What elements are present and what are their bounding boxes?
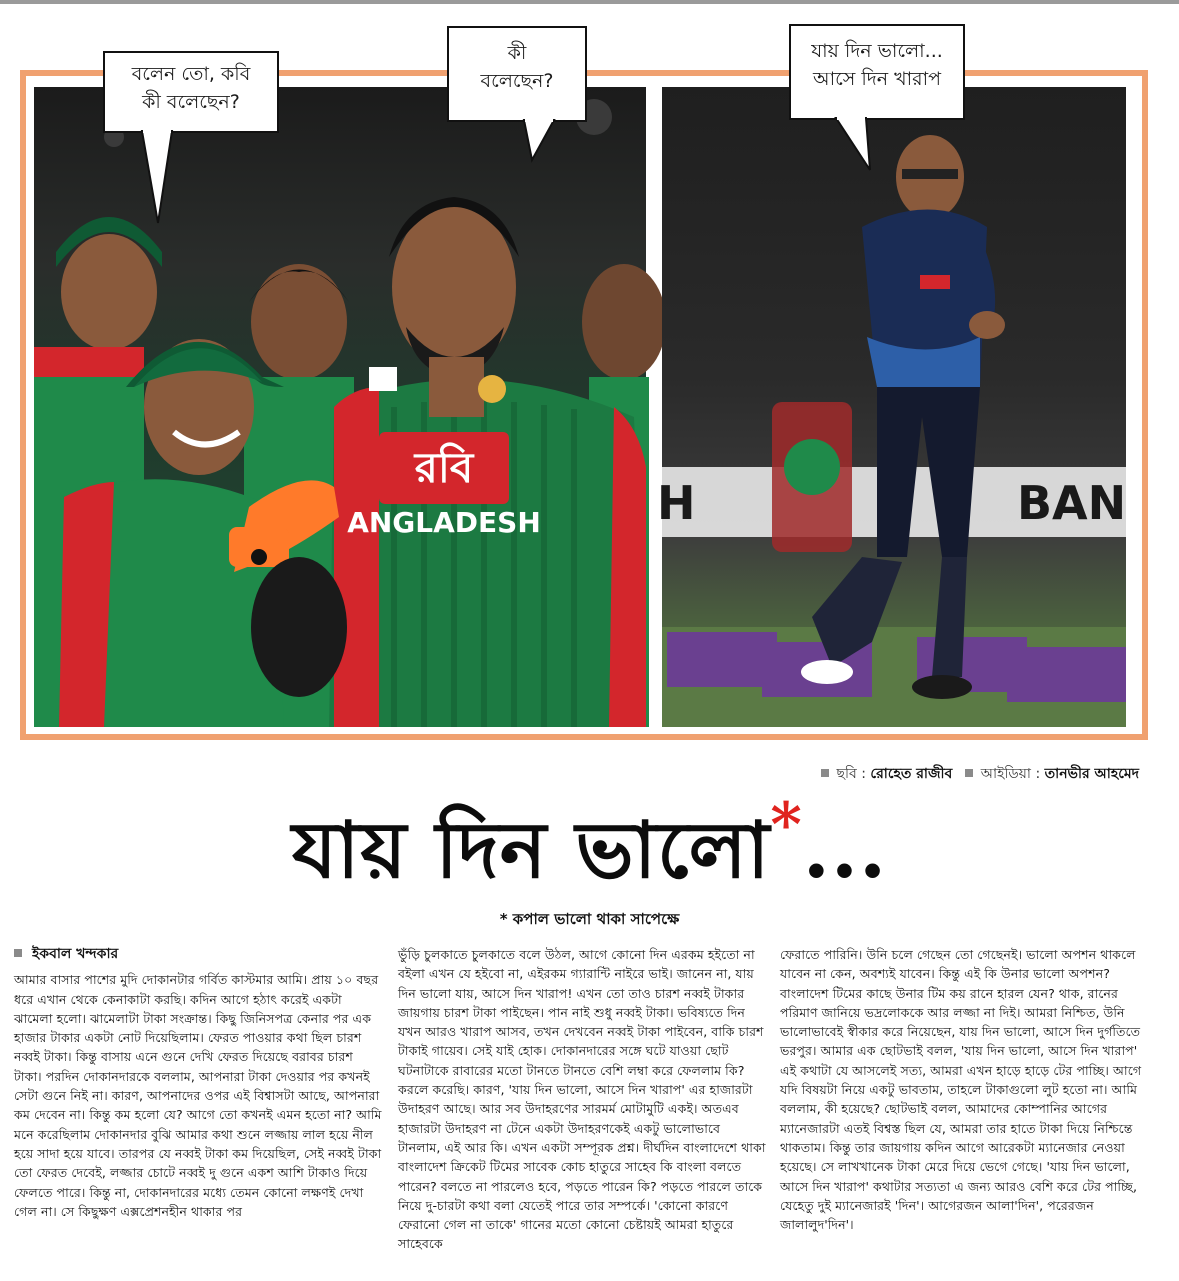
article-text-col1: আমার বাসার পাশের মুদি দোকানটার গর্বিত কাস্টমার আমি। প্রায় ১০ বছর ধরে এখান থেকে কেনাকাটা করছি। কদিন আগে হঠাৎ করেই একটা ঝামেলা হলো। ঝামেলাটা টাকা সংক্রান্ত। কিছু জিনিসপত্র কেনার পর এক হাজার টাকার একটা নোট দিয়েছিলাম। ফেরত পাওয়ার কথা ছিল চারশ নব্বই টাকা। কিন্তু বাসায় এনে গুনে দেখি ফেরত দিয়েছে বরাবর চারশ টাকা। পরদিন দোকানদারকে বললাম, আপনারা টাকা দেওয়ার পর কখনই সেটা গুনে নিই না। কারণ, আপনাদের ওপর এই বিশ্বাসটা আছে, আপনারা কম দেবেন না। কিন্তু কম হলো যে? আগে তো কখনই এমন হতো না? আমি মনে করেছিলাম দোকানদার বুঝি আমার কথা শুনে লজ্জায় লাল হয়ে নীল হয়ে সাদা হয়ে যাবে। তারপর যে নব্বই টাকা কম দিয়েছিল, সেই নব্বই টাকা তো ফেরত দেবেই, লজ্জার চোটে নব্বই দু গুনে একশ আশি টাকাও দিয়ে ফেলতে পারে। কিন্তু না, দোকানদারের মধ্যে তেমন কোনো লক্ষণই দেখা গেল না। সে কিছুক্ষণ এক্সপ্রেশনহীন থাকার পর xyxy=(14,972,382,1219)
article-column-3 xyxy=(780,945,1148,1234)
speech-tail-middle xyxy=(520,120,560,162)
jersey-country-text: ANGLADESH xyxy=(347,506,541,539)
coach-illustration xyxy=(657,87,1127,727)
square-marker-icon xyxy=(965,769,973,777)
article-column-2 xyxy=(398,945,766,1254)
cricketers-illustration xyxy=(34,87,646,727)
subheadline: * কপাল ভালো থাকা সাপেক্ষে xyxy=(499,910,680,928)
headline-text: যায় দিন ভালো xyxy=(291,805,771,896)
photo-coach xyxy=(657,87,1127,727)
photo-credits xyxy=(813,762,1139,786)
svg-text:H: H xyxy=(657,476,696,530)
headline-asterisk: * xyxy=(770,790,803,860)
board-text: BAN xyxy=(1017,476,1127,530)
speech-right-line2: আসে দিন খারাপ xyxy=(812,67,942,90)
article-column-1 xyxy=(14,945,382,1221)
speech-middle-line2: বলেছেন? xyxy=(480,69,554,92)
speech-tail-left xyxy=(140,131,180,227)
photo-cricketers xyxy=(34,87,646,727)
photo-credit-label: ছবি : xyxy=(836,766,866,782)
speech-left-line1: বলেন তো, কবি xyxy=(131,63,251,85)
headline xyxy=(0,790,1179,920)
jersey-sponsor-text: রবি xyxy=(414,443,474,492)
photo-credit-name: রোহেত রাজীব xyxy=(870,766,953,782)
speech-right-line1: যায় দিন ভালো... xyxy=(811,40,943,62)
article-text-col3: ফেরাতে পারিনি। উনি চলে গেছেন তো গেছেনই। ভালো অপশন থাকলে যাবেন না কেন, অবশ্যই যাবেন। কিন্তু এই কি উনার ভালো অপশন? বাংলাদেশ টিমের কাছে উনার টিম কয় রানে হারল যেন? থাক, রানের পরিমাণ জানিয়ে ভদ্রলোককে আর লজ্জা না দিই। আমরা নিশ্চিত, উনি ভালোভাবেই স্বীকার করে নিয়েছেন, যায় দিন ভালো, আসে দিন দুর্গতিতে ভরপুর। আমার এক ছোটভাই বলল, 'যায় দিন ভালো, আসে দিন খারাপ' এই কথাটা যে আসলেই সত্য, আমরা এখন হাড়ে হাড়ে টের পাচ্ছি। আগে যদি বিষয়টা নিয়ে একটু ভাবতাম, তাহলে টাকাগুলো লুট হতো না। আমি বললাম, কী হয়েছে? ছোটভাই বলল, আমাদের কোম্পানির আগের ম্যানেজারটা এতই বিশ্বস্ত ছিল যে, আমরা তার হাতে টাকা দিয়ে নিশ্চিন্তে থাকতাম। কিন্তু তার জায়গায় কদিন আগে আরেকটা ম্যানেজার নেওয়া হয়েছে। সে লাখখানেক টাকা মেরে দিয়ে ভেগে গেছে। 'যায় দিন ভালো, আসে দিন খারাপ' কথাটার সত্যতা এ জন্য আরও বেশি করে টের পাচ্ছি, যেহেতু দুই ম্যানেজারই 'দিন'। আগেরজন আলা'দিন', পরেরজন জালালুদ'দিন'। xyxy=(780,947,1142,1233)
speech-middle-line1: কী xyxy=(507,42,527,64)
speech-bubble-middle xyxy=(447,26,587,122)
author-name: ইকবাল খন্দকার xyxy=(32,946,119,962)
idea-credit-label: আইডিয়া : xyxy=(980,766,1041,782)
article-text-col2: ভুঁড়ি চুলকাতে চুলকাতে বলে উঠল, আগে কোনো দিন এরকম হইতো না বইলা এখন যে হইবো না, এইরকম গ্যারান্টি নাইরে ভাই। জানেন না, যায় দিন ভালো যায়, আসে দিন খারাপ! এখন তো তাও চারশ নব্বই টাকার জায়গায় চারশ টাকা পাইছেন। পান নাই শুধু নব্বই টাকা। ভবিষ্যতে দিন যখন আরও খারাপ আসব, তখন দেখবেন নব্বই টাকা পাইবেন, বাকি চারশ টাকাই গায়েব। সেই যাই হোক। দোকানদারের সঙ্গে ঘটে যাওয়া ছোট ঘটনাটাকে রাবারের মতো টানতে টানতে বেশি লম্বা করে ফেললাম কি? করলে করেছি। কারণ, 'যায় দিন ভালো, আসে দিন খারাপ' এর হাজারটা উদাহরণ আছে। আর সব উদাহরণের সারমর্ম মোটামুটি একই। অতএব হাজারটা উদাহরণ না টেনে একটা উদাহরণকেই একটু ভালোভাবে টানলাম, এই আর কি। এখন একটা সম্পূরক প্রশ্ন। দীর্ঘদিন বাংলাদেশে থাকা বাংলাদেশ ক্রিকেট টিমের সাবেক কোচ হাতুরে সাহেব কি বাংলা বলতে পারেন? বলতে না পারলেও হবে, পড়তে পারেন কি? পড়তে পারলে তাকে নিয়ে দু-চারটা কথা বলা যেতেই পারে তার সম্পর্কে। 'কোনো কারণে ফেরানো গেল না তাকে' গানের মতো কোনো চেষ্টায়ই আমরা হাতুরে সাহেবকে xyxy=(398,947,766,1252)
square-marker-icon xyxy=(821,769,829,777)
square-marker-icon xyxy=(14,949,22,957)
top-rule xyxy=(0,0,1179,4)
speech-bubble-left xyxy=(103,51,279,133)
speech-bubble-right xyxy=(789,24,965,120)
author-byline xyxy=(14,945,382,964)
headline-ellipsis: ... xyxy=(802,805,888,896)
idea-credit-name: তানভীর আহমেদ xyxy=(1044,766,1139,782)
speech-tail-right xyxy=(832,118,876,174)
speech-left-line2: কী বলেছেন? xyxy=(142,90,240,113)
